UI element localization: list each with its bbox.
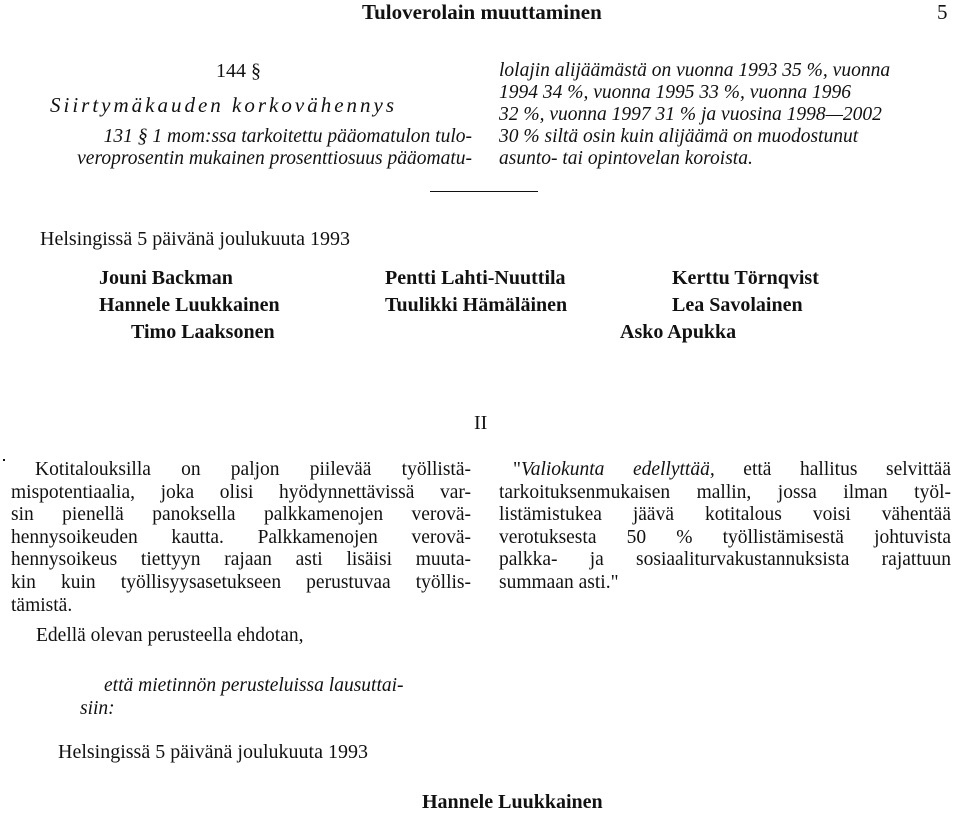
paragraph-line: mispotentiaalia, joka olisi hyödynnettävissä var- [11,481,471,503]
paragraph-line [499,459,951,482]
law-text-line: 32 %, vuonna 1997 31 % ja vuosina 1998—2002 [499,104,882,125]
part-numeral: II [474,412,488,434]
signature-name: Lea Savolainen [672,294,803,316]
quote-mark: " [513,459,521,480]
body-paragraph-left [11,459,471,617]
signature-name: Pentti Lahti-Nuuttila [385,267,566,289]
paragraph-line: listämistukea jäävä kotitalous voisi vähentää [499,504,951,526]
section-heading [50,93,397,118]
proposal-line: Edellä olevan perusteella ehdotan, [36,625,304,646]
date-line: Helsingissä 5 päivänä joulukuuta 1993 [40,228,350,250]
signature-name: Hannele Luukkainen [422,791,603,813]
section-heading-text: Siirtymäkauden korkovähennys [50,93,398,117]
statement-line: että mietinnön perusteluissa lausuttai- [104,675,404,696]
date-line: Helsingissä 5 päivänä joulukuuta 1993 [58,741,368,763]
law-text-line: 30 % siltä osin kuin alijäämä on muodostunut [499,126,859,147]
paragraph-line: hennysoikeuden kautta. Palkkamenojen verovä- [11,526,471,548]
paragraph-line: sin pienellä panoksella palkkamenojen verovä- [11,504,471,526]
paragraph-line: kin kuin työllisyysasetukseen perustuvaa työllis- [11,571,471,593]
running-header-title: Tuloverolain muuttaminen [362,0,602,24]
line-rest: että hallitus selvittää [714,459,951,480]
italic-lead: Valiokunta edellyttää, [520,459,715,480]
signature-name: Jouni Backman [99,267,233,289]
law-text-line: veroprosentin mukainen prosenttiosuus pääomatu- [77,148,472,169]
law-text-right [499,60,960,170]
law-text-line: 1994 34 %, vuonna 1995 33 %, vuonna 1996 [499,82,852,103]
law-text-line: asunto- tai opintovelan koroista. [499,148,753,169]
paragraph-line: tarkoituksenmukaisen mallin, jossa ilman työl- [499,481,951,503]
signature-name: Hannele Luukkainen [99,294,280,316]
paragraph-line: verotuksesta 50 % työllistämisestä johtuvista [499,526,951,548]
paragraph-line: summaan asti." [499,571,619,593]
law-text-line: 131 § 1 mom:ssa tarkoitettu pääomatulon tulo- [103,126,472,147]
page-number: 5 [937,0,948,24]
paragraph-line: Kotitalouksilla on paljon piilevää työllistä- [35,459,471,480]
signature-name: Asko Apukka [620,321,737,343]
section-divider [430,191,538,192]
proposal-statement [80,675,404,720]
margin-mark [3,459,5,461]
paragraph-line: hennysoikeus tiettyyn rajaan asti lisäisi muuta- [11,549,471,571]
statement-line: siin: [80,697,115,719]
law-text-line: lolajin alijäämästä on vuonna 1993 35 %, vuonna [499,60,891,81]
signature-name: Tuulikki Hämäläinen [385,294,568,316]
paragraph-line: tämistä. [11,594,73,616]
paragraph-line: palkka- ja sosiaaliturvakustannuksista rajattuun [499,549,951,571]
signature-name: Kerttu Törnqvist [672,267,819,289]
body-paragraph-right [499,459,951,595]
signature-name: Timo Laaksonen [131,321,275,343]
section-number: 144 § [216,60,261,82]
law-text-left [8,126,472,170]
